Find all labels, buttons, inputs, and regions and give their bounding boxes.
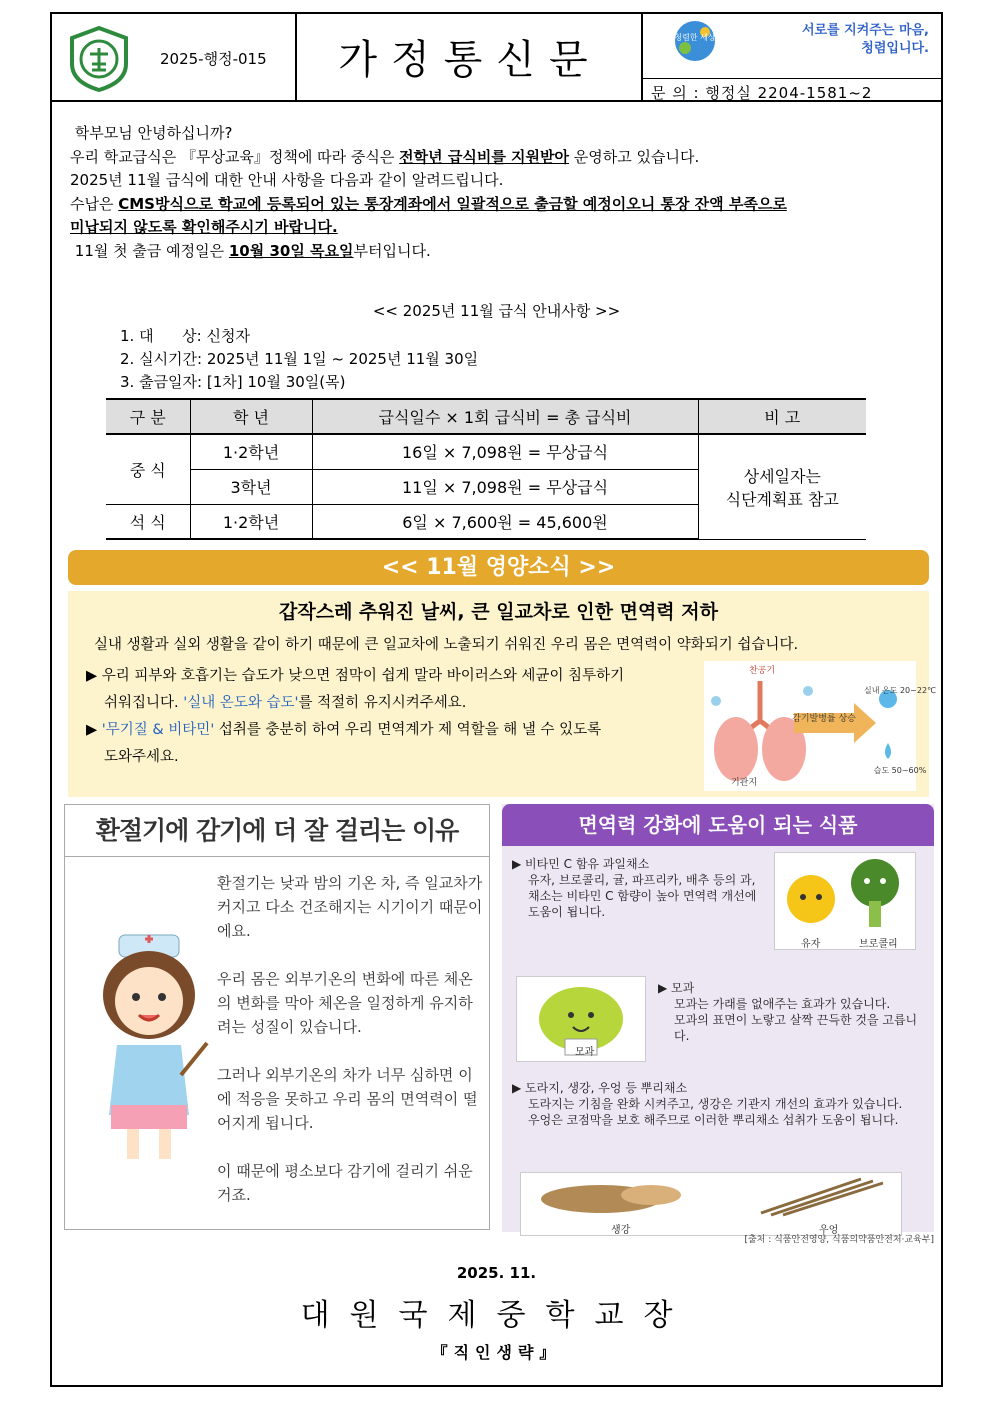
cold-paragraph: 그러나 외부기온의 차가 너무 심하면 이에 적응을 못하고 우리 몸의 면역력이 떨어지게 됩니다. xyxy=(217,1066,478,1132)
meal-fee-table xyxy=(106,398,866,540)
bullet-humidity: ▶ 우리 피부와 호흡기는 습도가 낮으면 점막이 쉽게 말라 바이러스와 세균이 침투하기 xyxy=(86,668,625,684)
bullet-vitamin: ▶ '무기질 & 비타민' 섭취를 충분히 하여 우리 면역계가 제 역할을 해 낼 수 있도록 xyxy=(86,722,602,738)
table-row xyxy=(106,434,866,469)
principal-name: 대원국제중학교장 xyxy=(300,1298,693,1333)
source-citation: [출처 : 식품안전영양, 식품의약품안전처·교육부] xyxy=(744,1235,934,1245)
food-vitamin-c: ▶ 비타민 C 함유 과일채소 유자, 브로콜리, 귤, 파프리카, 배추 등의 과, 채소는 비타민 C 함량이 높아 면역력 개선에 도움이 됩니다. xyxy=(512,857,757,919)
table-header: 학 년 xyxy=(190,399,312,434)
document-number: 2025-행정-015 xyxy=(160,50,267,68)
slogan xyxy=(793,22,929,58)
img-cold-label: 찬공기 xyxy=(748,666,776,676)
calc-cell: 16일 × 7,098원 = 무상급식 xyxy=(312,434,698,469)
immunity-foods-box xyxy=(502,804,934,1236)
header-right xyxy=(643,14,941,102)
nutrition-paragraph: 실내 생활과 실외 생활을 같이 하기 때문에 큰 일교차에 노출되기 쉬워진 우리 몸은 면역력이 약화되기 쉽습니다. xyxy=(94,637,799,653)
intro-line4: 수납은 CMS방식으로 학교에 등록되어 있는 통장계좌에서 일괄적으로 출금할 예정이오니 통장 잔액 부족으로 xyxy=(70,194,787,213)
foods-title: 면역력 강화에 도움이 되는 식품 xyxy=(502,804,934,846)
cold-reason-text xyxy=(217,871,483,1231)
img-humid-label: 습도 50~60% xyxy=(873,766,927,775)
ginger-burdock-picture: 생강 우엉 xyxy=(520,1172,902,1236)
ginger-burdock-icon xyxy=(521,1173,901,1219)
yuja-broccoli-icon xyxy=(775,853,915,933)
page-title: 가정통신문 xyxy=(338,37,602,83)
notice-items xyxy=(120,325,478,394)
meal-type-lunch: 중 식 xyxy=(106,434,190,504)
cold-paragraph: 우리 몸은 외부기온의 변화에 따른 체온의 변화를 막아 체온을 일정하게 유지하려는 성질이 있습니다. xyxy=(217,970,473,1036)
nutrition-bullets xyxy=(86,663,698,771)
document-frame xyxy=(50,12,943,1387)
food-quince: ▶ 모과 모과는 가래를 없애주는 효과가 있습니다. 모과의 표면이 노랗고 살짝 끈득한 것을 고릅니다. xyxy=(658,981,918,1043)
cold-paragraph: 이 때문에 평소보다 감기에 걸리기 쉬운 거죠. xyxy=(217,1162,473,1204)
table-header: 비 고 xyxy=(698,399,866,434)
school-logo-icon xyxy=(66,26,132,92)
quince-picture: 모과 xyxy=(516,976,646,1062)
header xyxy=(52,14,941,102)
nutrition-section xyxy=(68,591,937,797)
cold-reason-box xyxy=(64,804,490,1230)
slogan-line2: 청렴입니다. xyxy=(861,41,929,56)
notice-item-target: 1. 대 상: 신청자 xyxy=(120,327,250,345)
issue-date: 2025. 11. xyxy=(456,1264,537,1282)
intro-line3: 2025년 11월 급식에 대한 안내 사항을 다음과 같이 알려드립니다. xyxy=(70,171,504,189)
nutrition-heading: 갑작스레 추워진 날씨, 큰 일교차로 인한 면역력 저하 xyxy=(279,601,718,623)
img-temp-label: 실내 온도 20~22℃ xyxy=(863,686,937,695)
nutrition-banner: << 11월 영양소식 >> xyxy=(68,550,929,585)
header-title-cell xyxy=(297,14,643,102)
notice-item-withdrawal: 3. 출금일자: [1차] 10월 30일(목) xyxy=(120,373,346,391)
lung-illustration-icon xyxy=(704,661,937,791)
bullet-vitamin-cont: 도와주세요. xyxy=(104,749,179,765)
table-header-row xyxy=(106,399,866,434)
header-left xyxy=(52,14,297,102)
intro-line2: 우리 학교급식은 『무상교육』정책에 따라 중식은 전학년 급식비를 지원받아 운영하고 있습니다. xyxy=(70,147,700,166)
grade-cell: 1·2학년 xyxy=(190,504,312,539)
cold-reason-title: 환절기에 감기에 더 잘 걸리는 이유 xyxy=(65,805,489,857)
cold-paragraph: 환절기는 낮과 밤의 기온 차, 즉 일교차가 커지고 다소 건조해지는 시기이기 때문이에요. xyxy=(217,874,483,940)
intro-text xyxy=(70,122,930,263)
img-bronchus-label: 기관지 xyxy=(730,778,758,788)
intro-line5: 미납되지 않도록 확인해주시기 바랍니다. xyxy=(70,218,338,236)
intro-line6: 11월 첫 출금 예정일은 10월 30일 목요일부터입니다. xyxy=(74,241,431,260)
contact-info: 문 의 : 행정실 2204-1581~2 xyxy=(643,78,941,106)
seal-omitted: 『직인생략』 xyxy=(431,1343,562,1362)
note-cell: 상세일자는 식단계획표 참고 xyxy=(698,434,866,539)
emblem-text: 청렴한 세상 xyxy=(674,33,716,42)
meal-type-dinner: 석 식 xyxy=(106,504,190,539)
slogan-line1: 서로를 지켜주는 마음, xyxy=(801,23,929,38)
img-disease-label: 감기발병률 상승 xyxy=(792,714,856,724)
notice-title: << 2025년 11월 급식 안내사항 >> xyxy=(372,302,621,320)
nurse-illustration-icon xyxy=(89,925,209,1175)
calc-cell: 11일 × 7,098원 = 무상급식 xyxy=(312,469,698,504)
food-root-vegetables: ▶ 도라지, 생강, 우엉 등 뿌리채소 도라지는 기침을 완화 시켜주고, 생강은 기관지 개선의 효과가 있습니다. 우엉은 코점막을 보호 해주므로 이러한 뿌리채소 섭취가 도움이 됩니다. xyxy=(512,1081,903,1127)
calc-cell: 6일 × 7,600원 = 45,600원 xyxy=(312,504,698,539)
table-header: 급식일수 × 1회 급식비 = 총 급식비 xyxy=(312,399,698,434)
integrity-emblem-icon xyxy=(671,18,719,64)
yuja-broccoli-picture: 유자 브로콜리 xyxy=(774,852,916,950)
bullet-humidity-cont: 쉬워집니다. '실내 온도와 습도'를 적절히 유지시켜주세요. xyxy=(104,695,467,711)
table-header: 구 분 xyxy=(106,399,190,434)
notice-item-period: 2. 실시기간: 2025년 11월 1일 ~ 2025년 11월 30일 xyxy=(120,350,479,368)
grade-cell: 1·2학년 xyxy=(190,434,312,469)
greeting: 학부모님 안녕하십니까? xyxy=(74,124,233,142)
grade-cell: 3학년 xyxy=(190,469,312,504)
